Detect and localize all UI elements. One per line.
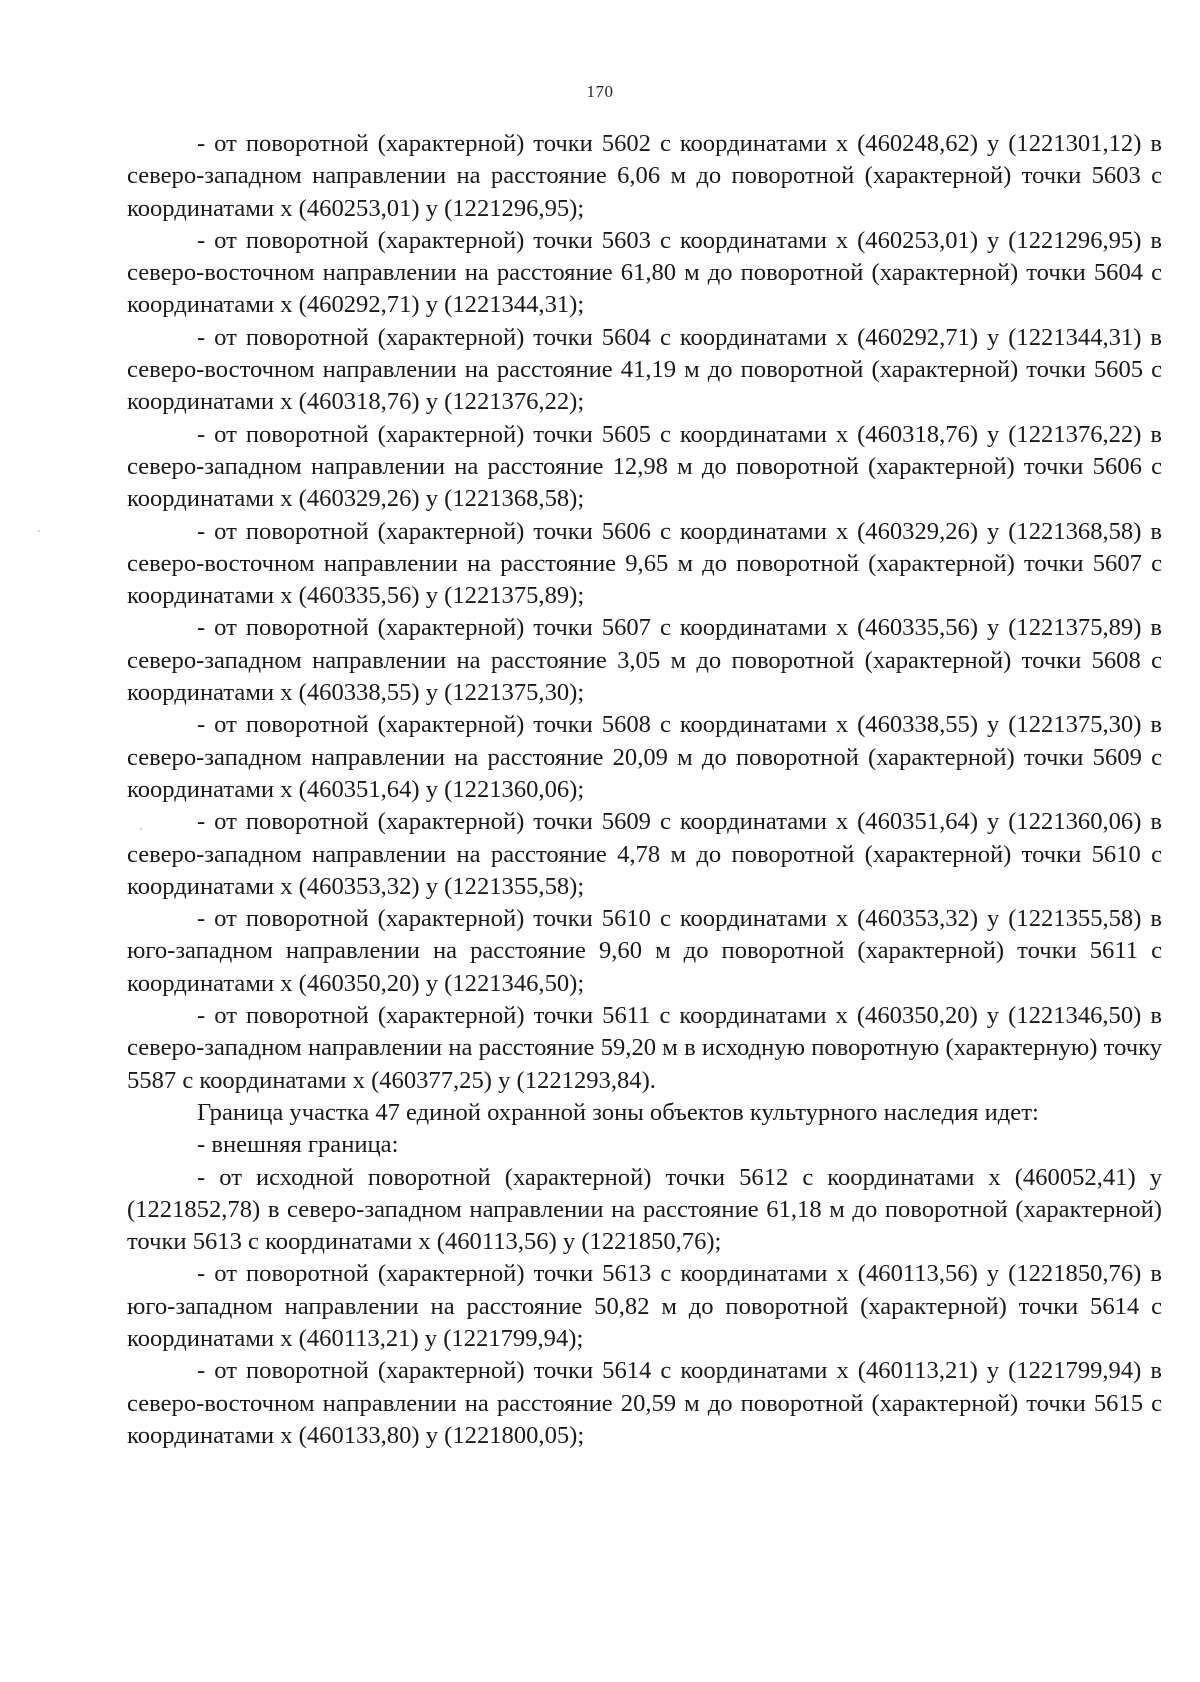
scan-speck <box>38 530 40 532</box>
paragraph-segment-5610-5611: - от поворотной (характерной) точки 5610 с координатами х (460353,32) у (1221355,58) в юго-западном направлении на расстояние 9,60 м до поворотной (характерной) точки 5611 с координатами х (460350,20) у (1221346,50); <box>127 905 1162 997</box>
paragraph-segment-5607-5608: - от поворотной (характерной) точки 5607 с координатами х (460335,56) у (1221375,89) в северо-западном направлении на расстояние 3,05 м до поворотной (характерной) точки 5608 с координатами х (460338,55) у (1221375,30); <box>127 614 1162 707</box>
paragraph-segment-5611-5587: - от поворотной (характерной) точки 5611 с координатами х (460350,20) у (1221346,50) в северо-западном направлении на расстояние 59,20 м в исходную поворотную (характерную) точку 5587 с координатами х (460377,25) у (1221293,84). <box>127 1002 1162 1094</box>
paragraph-segment-5606-5607: - от поворотной (характерной) точки 5606 с координатами х (460329,26) у (1221368,58) в северо-восточном направлении на расстояние 9,65 м до поворотной (характерной) точки 5607 с координатами х (460335,56) у (1221375,89); <box>127 517 1162 610</box>
paragraph-segment-5612-5613: - от исходной поворотной (характерной) точки 5612 с координатами х (460052,41) у (1221852,78) в северо-западном направлении на расстояние 61,18 м до поворотной (характерной) точки 5613 с координатами х (460113,56) у (1221850,76); <box>127 1163 1162 1256</box>
document-body <box>127 128 1162 1452</box>
paragraph-outer-boundary-label: - внешняя граница: <box>197 1131 399 1159</box>
paragraph-segment-5603-5604: - от поворотной (характерной) точки 5603 с координатами х (460253,01) у (1221296,95) в северо-восточном направлении на расстояние 61,80 м до поворотной (характерной) точки 5604 с координатами х (460292,71) у (1221344,31); <box>127 226 1162 319</box>
scan-speck <box>140 828 142 830</box>
page-number: 170 <box>586 82 614 101</box>
paragraph-segment-5608-5609: - от поворотной (характерной) точки 5608 с координатами х (460338,55) у (1221375,30) в северо-западном направлении на расстояние 20,09 м до поворотной (характерной) точки 5609 с координатами х (460351,64) у (1221360,06); <box>127 711 1162 803</box>
paragraph-segment-5602-5603: - от поворотной (характерной) точки 5602 с координатами х (460248,62) у (1221301,12) в северо-западном направлении на расстояние 6,06 м до поворотной (характерной) точки 5603 с координатами х (460253,01) у (1221296,95); <box>127 130 1162 222</box>
paragraph-segment-5604-5605: - от поворотной (характерной) точки 5604 с координатами х (460292,71) у (1221344,31) в северо-восточном направлении на расстояние 41,19 м до поворотной (характерной) точки 5605 с координатами х (460318,76) у (1221376,22); <box>127 323 1162 416</box>
paragraph-segment-5605-5606: - от поворотной (характерной) точки 5605 с координатами х (460318,76) у (1221376,22) в северо-западном направлении на расстояние 12,98 м до поворотной (характерной) точки 5606 с координатами х (460329,26) у (1221368,58); <box>127 420 1162 513</box>
paragraph-section-heading: Граница участка 47 единой охранной зоны объектов культурного наследия идет: <box>197 1098 1039 1126</box>
paragraph-segment-5609-5610: - от поворотной (характерной) точки 5609 с координатами х (460351,64) у (1221360,06) в северо-западном направлении на расстояние 4,78 м до поворотной (характерной) точки 5610 с координатами х (460353,32) у (1221355,58); <box>127 808 1162 900</box>
paragraph-segment-5613-5614: - от поворотной (характерной) точки 5613 с координатами х (460113,56) у (1221850,76) в юго-западном направлении на расстояние 50,82 м до поворотной (характерной) точки 5614 с координатами х (460113,21) у (1221799,94); <box>127 1260 1162 1352</box>
paragraph-segment-5614-5615: - от поворотной (характерной) точки 5614 с координатами х (460113,21) у (1221799,94) в северо-восточном направлении на расстояние 20,59 м до поворотной (характерной) точки 5615 с координатами х (460133,80) у (1221800,05); <box>127 1357 1162 1449</box>
